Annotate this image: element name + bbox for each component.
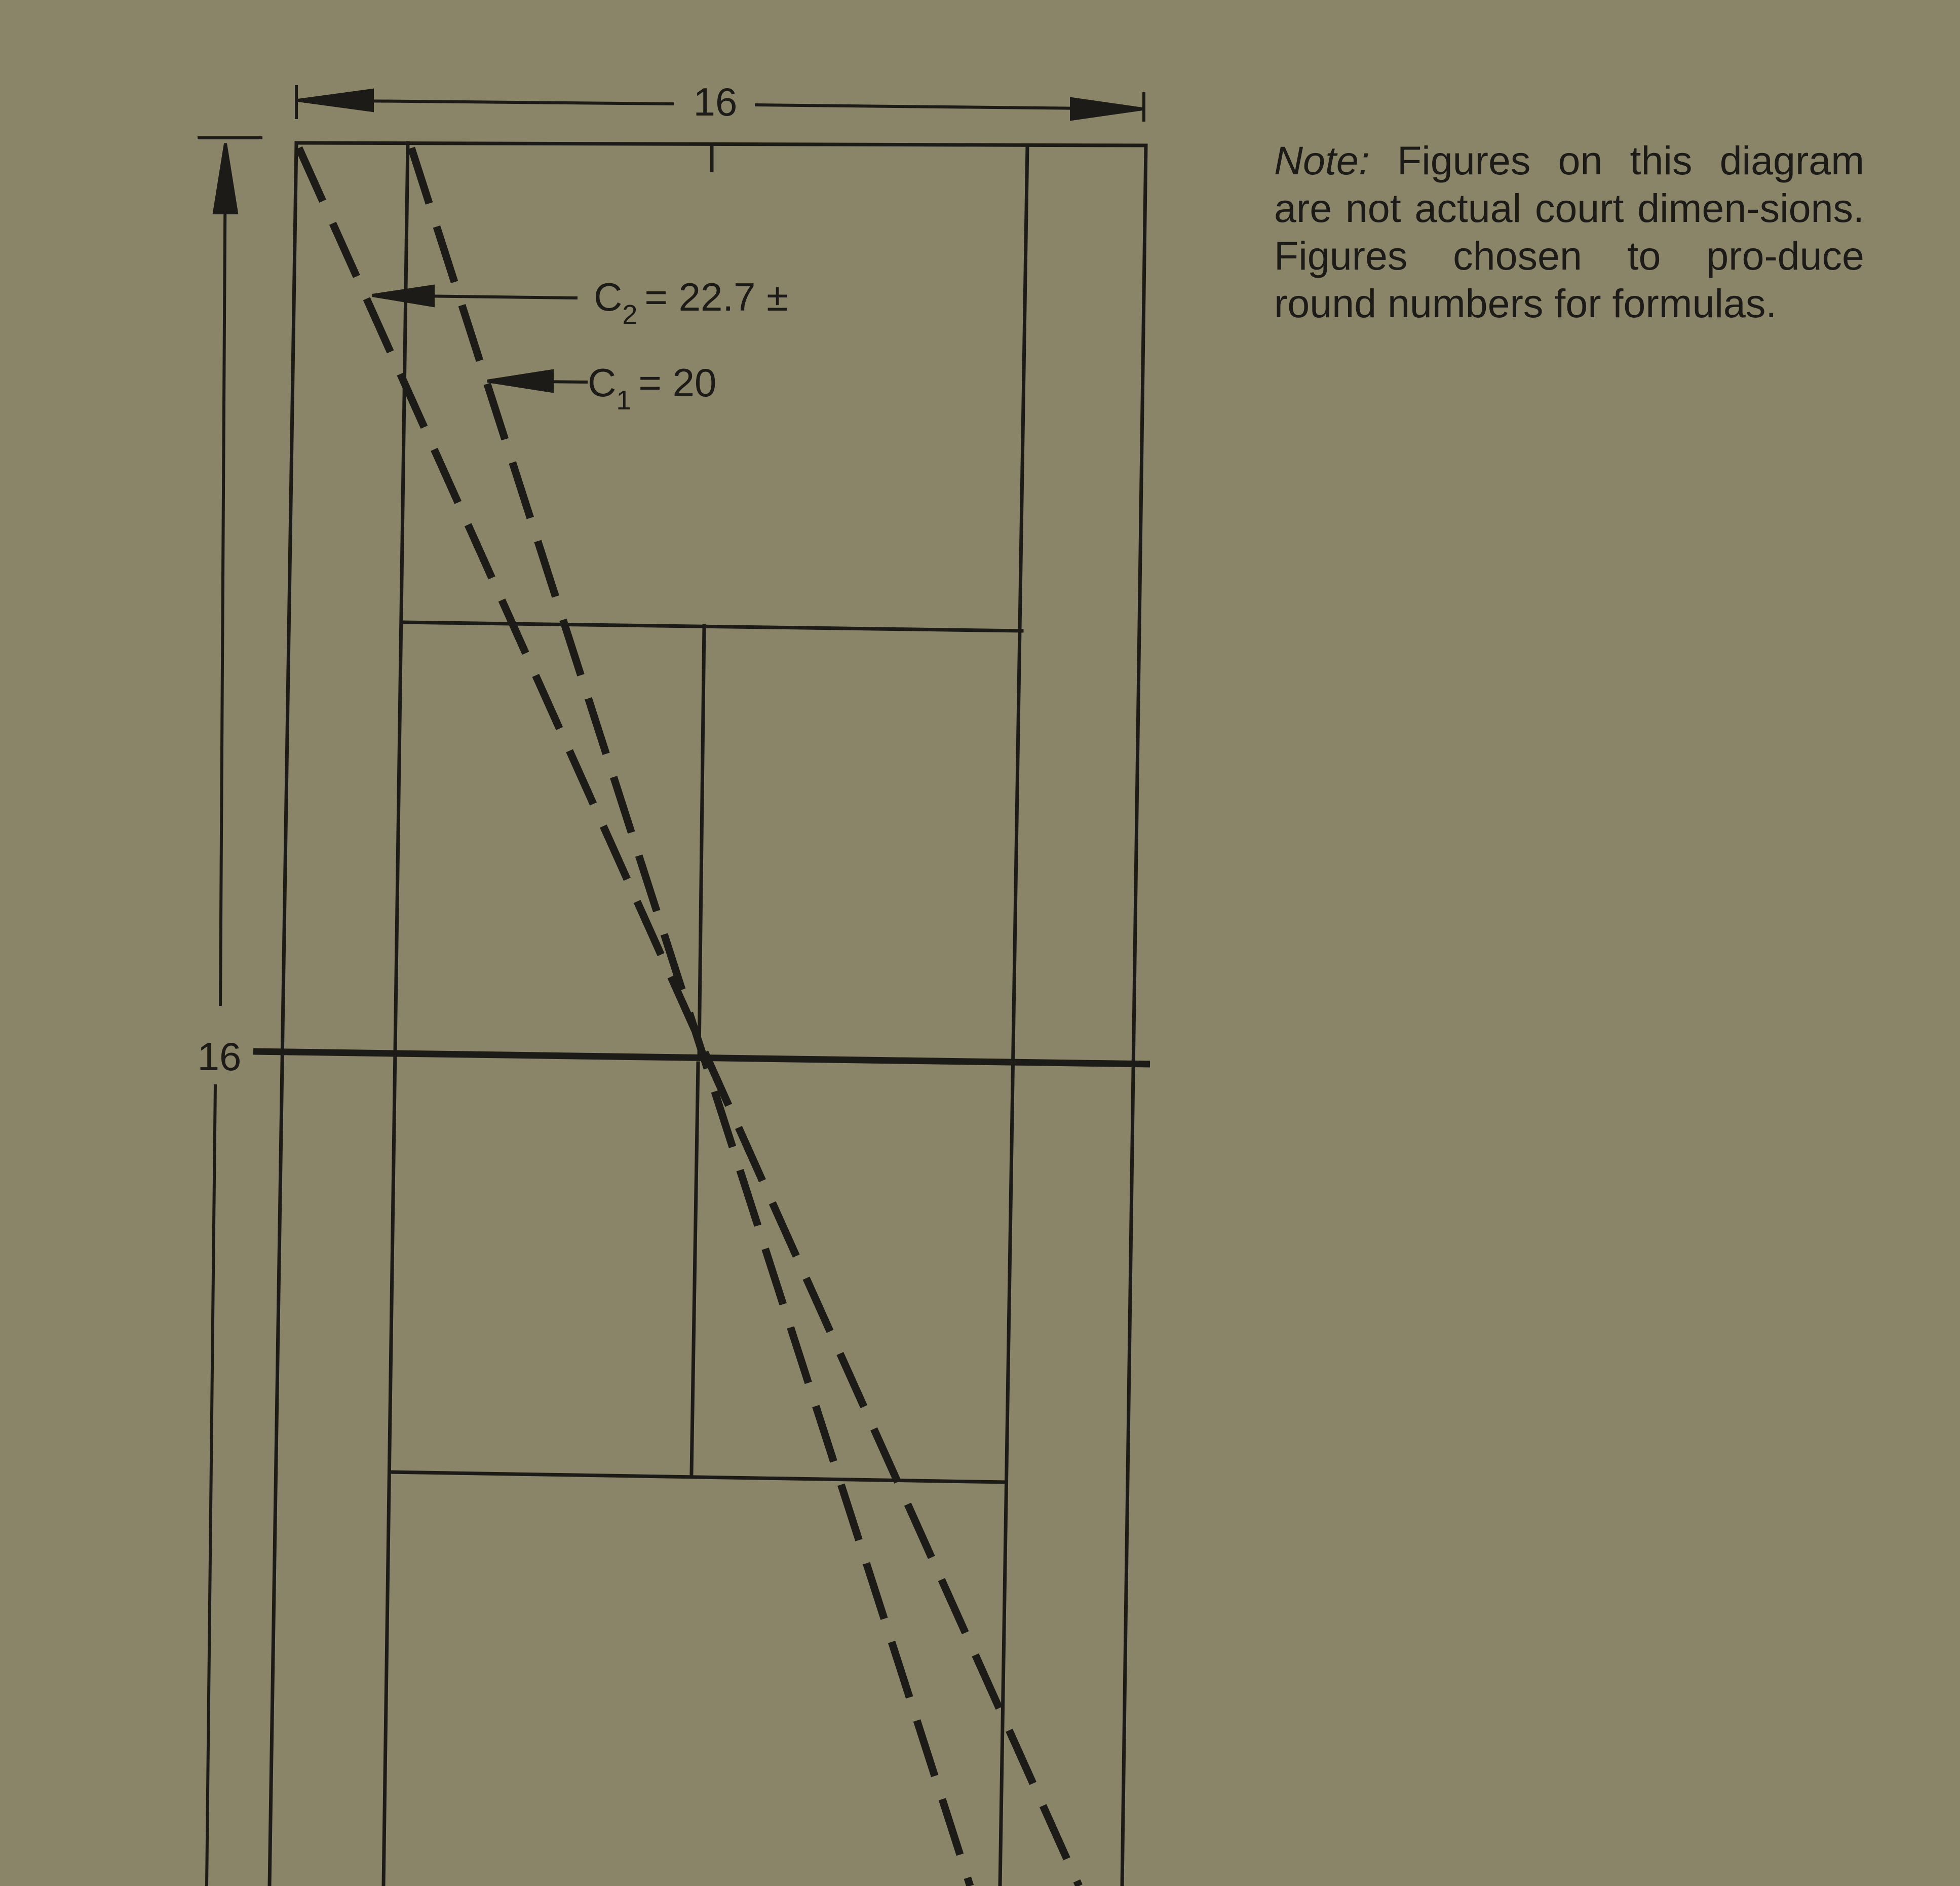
height-line-lower — [207, 1084, 215, 1886]
c1-subscript: 1 — [616, 385, 632, 416]
inner-right-sideline — [1000, 145, 1027, 1886]
c1-value: = 20 — [638, 360, 717, 405]
note-body: Figures on this diagram are not actual court dimen-sions. Figures chosen to pro-duce round numbers for formulas. — [1274, 138, 1864, 326]
c2-letter: C — [594, 275, 623, 319]
width-arrowhead-right — [1071, 99, 1142, 119]
c1-label — [588, 360, 716, 416]
c2-value: = 22.7 ± — [644, 275, 788, 319]
top-baseline — [296, 143, 1146, 145]
height-label: 16 — [197, 1034, 242, 1079]
center-service-line-top — [699, 626, 704, 1055]
width-arrowhead-left — [298, 90, 372, 110]
height-arrowhead-top — [214, 143, 237, 213]
inner-left-sideline — [383, 143, 408, 1886]
height-dimension — [198, 138, 274, 1886]
c2-subscript: 2 — [622, 299, 638, 330]
c1-arrowhead — [487, 371, 552, 391]
width-label: 16 — [693, 80, 738, 124]
diagonal-lines — [299, 148, 1079, 1886]
note-text — [1274, 137, 1864, 327]
diagonal-c1 — [411, 148, 970, 1886]
note-label: Note: — [1274, 138, 1370, 183]
outer-right-sideline — [1122, 145, 1146, 1886]
c2-label — [594, 275, 788, 330]
c2-arrowhead — [372, 286, 433, 306]
c1-callout — [487, 371, 588, 391]
bottom-service-line — [390, 1472, 1005, 1482]
top-service-line — [403, 622, 1022, 631]
c2-callout — [372, 286, 578, 306]
height-line-upper — [220, 147, 225, 1006]
center-service-line-bottom — [691, 1063, 698, 1474]
outer-left-sideline — [270, 143, 296, 1886]
c1-letter: C — [588, 360, 617, 405]
